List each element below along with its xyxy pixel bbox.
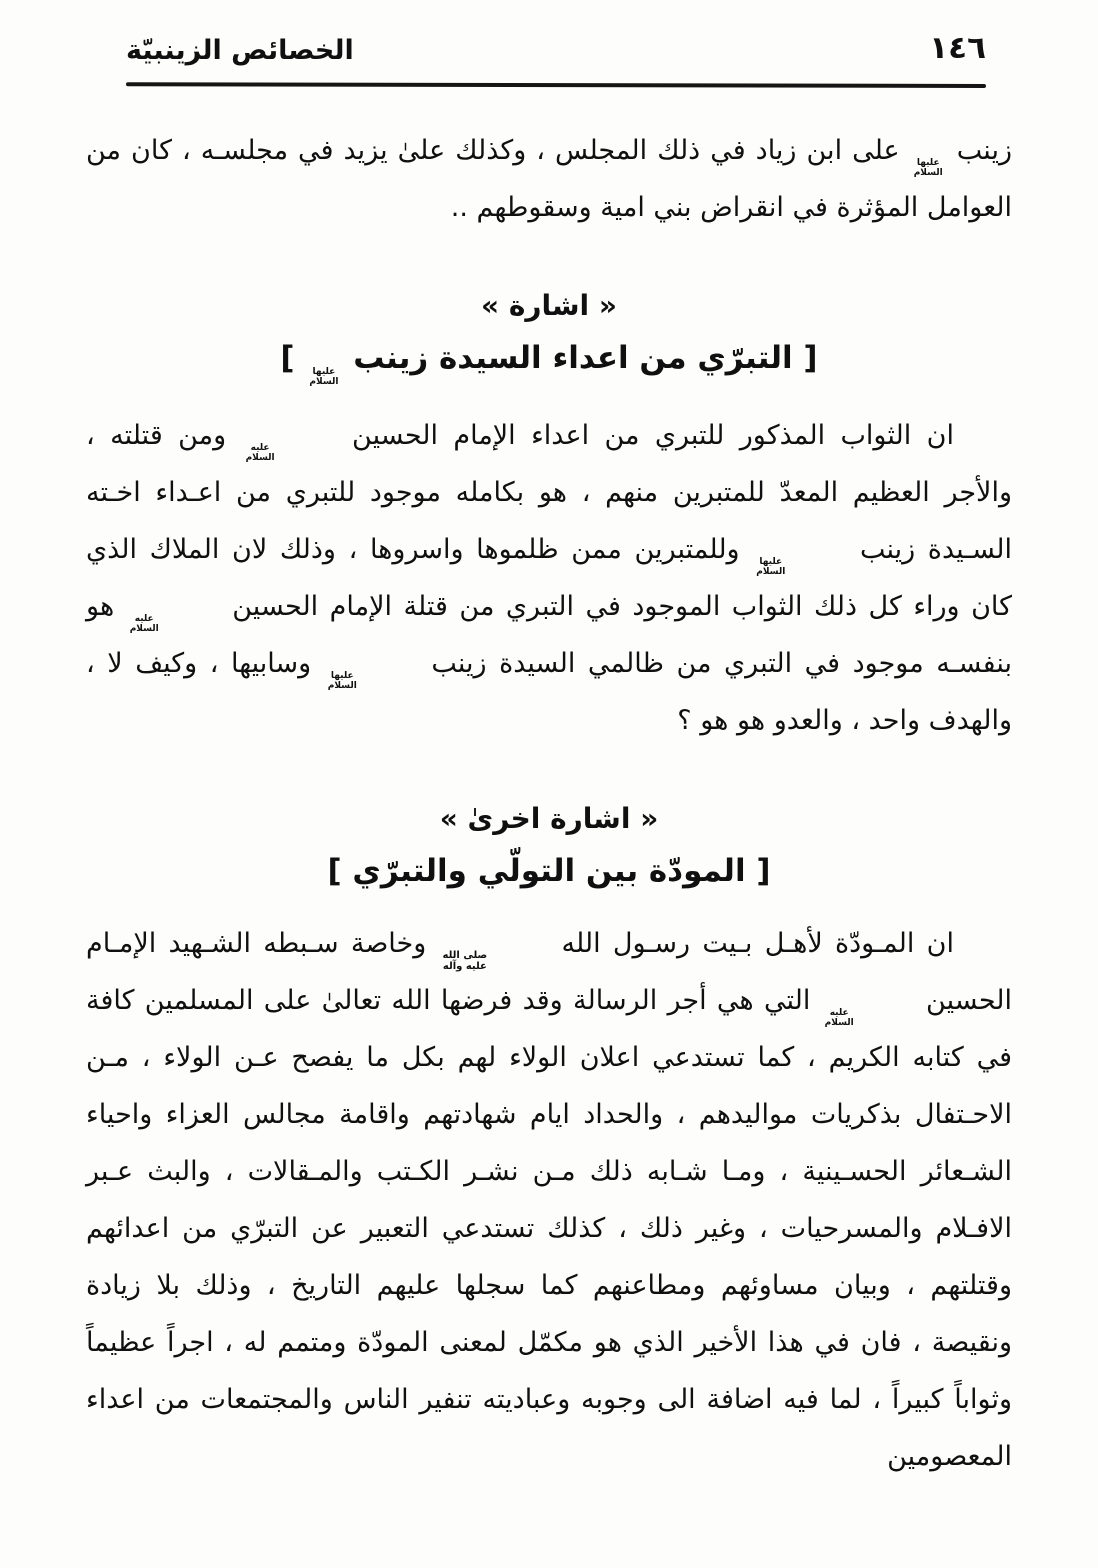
header-rule — [126, 82, 986, 88]
paragraph: ان الثواب المذكور للتبري من اعداء الإمام الحسين عليه السلام ومن قتلته ، والأجر العظيم المعدّ للمتبرين منهم ، هو بكامله موجود للتبري من اعـداء اخـته السـيدة زينب عليها السلام وللمتبرين ممن ظلموها واسروها ، وذلك لان الملاك الذي كان وراء كل ذلك الثواب الموجود في التبري من قتلة الإمام الحسين عليه السلام هو بنفسـه موجود في التبري من ظالمي السيدة زينب عليها السلام وسابيها ، وكيف لا ، والهدف واحد ، والعدو هو هو ؟ — [86, 420, 1012, 736]
section-heading-main: [ التبرّي من اعداء السيدة زينب عليها السلام ] — [280, 340, 818, 387]
paragraph: ان المـودّة لأهـل بـيت رسـول الله صلى الله عليه وآله وخاصة سـبطه الشـهيد الإمـام الحسين عليه السلام التي هي أجر الرسالة وقد فرضها الله تعالىٰ على المسلمين كافة في كتابه الكريم ، كما تستدعي اعلان الولاء لهم بكل ما يفصح عـن الولاء ، مـن الاحـتفال بذكريات مواليدهم ، والحداد ايام شهادتهم واقامة مجالس العزاء واحياء الشـعائر الحسـينية ، ومـا شـابه ذلك مـن نشـر الكـتب والمـقالات ، والبث عـبر الافـلام والمسرحيات ، وغير ذلك ، كذلك تستدعي التعبير عن التبرّي من اعدائهم وقتلتهم ، وبيان مساوئهم ومطاعنهم كما سجلها عليهم التاريخ ، وذلك بلا زيادة ونقيصة ، فان في هذا الأخير الذي هو مكمّل لمعنى المودّة ومتمم له ، اجراً عظيماً وثواباً كبيراً ، لما فيه اضافة الى وجوبه وعباديته تنفير الناس والمجتمعات من اعداء المعصومين — [86, 928, 1012, 1472]
honorific-ligature-alayhi_assalam: عليه السلام — [824, 1008, 854, 1028]
honorific-ligature-alayha_assalam: عليها السلام — [913, 158, 943, 178]
honorific-ligature-sallallahu: صلى الله عليه وآله — [442, 950, 488, 972]
honorific-ligature-alayha_assalam: عليها السلام — [756, 557, 786, 577]
honorific-ligature-alayhi_assalam: عليه السلام — [245, 443, 275, 463]
running-head-title: الخصائص الزينبيّة — [126, 35, 354, 66]
paragraph: زينب عليها السلام على ابن زياد في ذلك المجلس ، وكذلك علىٰ يزيد في مجلسـه ، كان من العوامل المؤثرة في انقراض بني امية وسقوطهم .. — [86, 135, 1012, 223]
section-heading-small: « اشارة » — [481, 289, 617, 322]
page-header — [126, 30, 986, 66]
section-heading-small: « اشارة اخرىٰ » — [439, 802, 659, 835]
honorific-ligature-alayha_assalam: عليها السلام — [309, 367, 339, 387]
section-heading-main: [ المودّة بين التولّي والتبرّي ] — [327, 853, 771, 889]
honorific-ligature-alayhi_assalam: عليه السلام — [129, 614, 159, 634]
honorific-ligature-alayha_assalam: عليها السلام — [327, 671, 357, 691]
page-body — [86, 122, 1012, 1485]
page-number: ١٤٦ — [929, 30, 986, 66]
